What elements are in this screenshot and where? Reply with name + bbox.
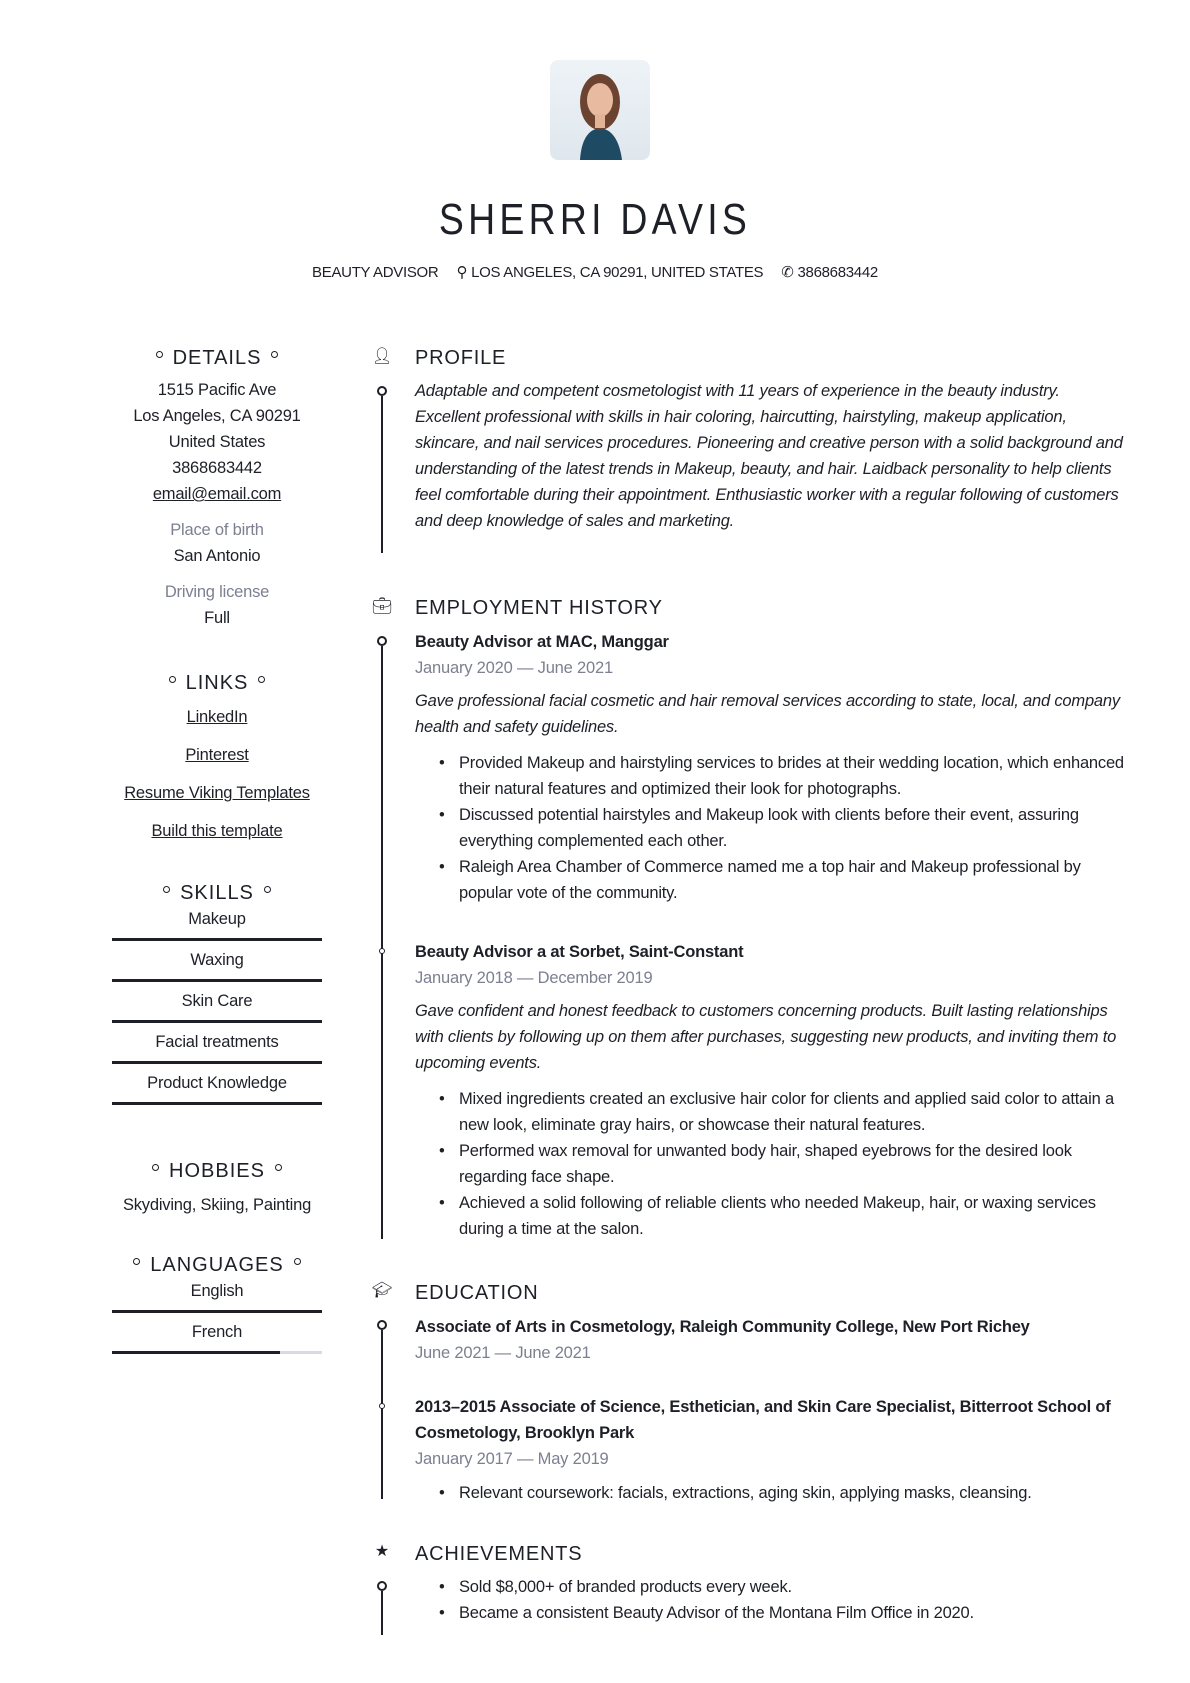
address-line-1: 1515 Pacific Ave — [157, 381, 277, 399]
profile-text: Adaptable and competent cosmetologist with 11 years of experience in the beauty industry. Excellent professional with skills in hair coloring, haircutting, hairstyling, makeup application, skincare, and nail services procedures. Pioneering and creative person with a solid background and understanding of the latest trends in Makeup, beauty, and hair. Laidback personality to help clients feel comfortable during their appointment. Enthusiastic worker with a regular following of customers and deep knowledge of sales and marketing. — [415, 382, 1123, 530]
languages-heading: LANGUAGES — [108, 1252, 326, 1278]
skill-item: Skin Care — [108, 988, 326, 1029]
profile-photo — [550, 60, 650, 160]
job-entry: Beauty Advisor a at Sorbet, Saint-Constant January 2018 — December 2019 Gave confident and honest feedback to customers concerning products. Built lasting relationships with clients by following up on them after purchases, suggesting new products, and inviting them to upcoming events. • Mixed ingredients created an exclusive hair color for clients and applied said color to attain a new look, eliminate gray hairs, or showcase their natural features. • Performed wax removal for unwanted body hair, shaped eyebrows for the desired look regarding face shape. • Achieved a solid following of reliable clients who needed Makeup, hair, or waxing services during a time at the salon. — [415, 939, 1127, 1242]
achievements-heading: ACHIEVEMENTS — [415, 1543, 583, 1565]
timeline-node — [377, 1581, 387, 1591]
links-section — [108, 670, 326, 844]
timeline-node — [379, 948, 385, 954]
license-label: Driving license — [164, 583, 270, 601]
details-phone: 3868683442 — [172, 459, 262, 477]
links-heading: LINKS — [108, 670, 326, 696]
education-entry: 2013–2015 Associate of Science, Esthetician, and Skin Care Specialist, Bitterroot School of Cosmetology, Brooklyn Park January 2017 — May 2019 • Relevant coursework: facials, extractions, aging skin, applying masks, cleansing. — [415, 1394, 1127, 1506]
timeline-node — [379, 1403, 385, 1409]
timeline-node — [377, 636, 387, 646]
language-item: English — [108, 1278, 326, 1319]
skill-item: Waxing — [108, 947, 326, 988]
language-item: French — [108, 1319, 326, 1360]
job-entry: Beauty Advisor at MAC, Manggar January 2020 — June 2021 Gave professional facial cosmetic and hair removal services according to state, local, and company health and safety guidelines. • Provided Makeup and hairstyling services to brides at their wedding location, which enhanced their natural features and optimized their look for photographs. • Discussed potential hairstyles and Makeup look with clients before their event, assuring everything complemented each other. • Raleigh Area Chamber of Commerce named me a top hair and Makeup professional by popular vote of the community. — [415, 629, 1127, 906]
languages-section — [108, 1252, 326, 1360]
phone-icon: ✆ — [781, 264, 794, 281]
graduation-cap-icon: 🎓︎ — [372, 1282, 393, 1299]
skill-item: Product Knowledge — [108, 1070, 326, 1111]
details-heading: DETAILS — [108, 345, 326, 371]
skills-section — [108, 880, 326, 1111]
location-pin-icon: ⚲ — [456, 264, 468, 281]
hobbies-section — [108, 1158, 326, 1218]
education-entry: Associate of Arts in Cosmetology, Raleigh Community College, New Port Richey June 2021 — June 2021 — [415, 1318, 1030, 1362]
location: ⚲ LOS ANGELES, CA 90291, UNITED STATES — [456, 264, 764, 281]
hobbies-text: Skydiving, Skiing, Painting — [122, 1196, 312, 1214]
link-pinterest[interactable]: Pinterest — [185, 746, 249, 764]
link-linkedin[interactable]: LinkedIn — [186, 708, 248, 726]
education-heading: EDUCATION — [415, 1282, 539, 1304]
timeline-node — [377, 1320, 387, 1330]
header-subtitle — [0, 263, 1190, 281]
candidate-name: SHERRI DAVIS — [438, 195, 752, 244]
address-line-2: Los Angeles, CA 90291 — [133, 407, 301, 425]
skills-heading: SKILLS — [108, 880, 326, 906]
skill-item: Makeup — [108, 906, 326, 947]
achievements-list: • Sold $8,000+ of branded products every week. • Became a consistent Beauty Advisor of the Montana Film Office in 2020. — [415, 1574, 1127, 1626]
timeline-line — [381, 1330, 383, 1499]
link-build-template[interactable]: Build this template — [151, 822, 283, 840]
profile-heading: PROFILE — [415, 347, 507, 369]
birth-label: Place of birth — [170, 521, 264, 539]
briefcase-icon: 💼︎ — [372, 598, 393, 615]
employment-heading: EMPLOYMENT HISTORY — [415, 597, 663, 619]
license-value: Full — [204, 609, 230, 627]
birth-place: San Antonio — [173, 547, 261, 565]
details-section — [108, 345, 326, 631]
person-icon: 👤︎ — [372, 348, 393, 365]
skill-item: Facial treatments — [108, 1029, 326, 1070]
job-title: BEAUTY ADVISOR — [312, 264, 439, 281]
hobbies-heading: HOBBIES — [108, 1158, 326, 1184]
country: United States — [168, 433, 266, 451]
timeline-line — [381, 1591, 383, 1635]
star-icon: ★ — [374, 1543, 390, 1560]
link-resume-viking-templates[interactable]: Resume Viking Templates — [124, 784, 310, 802]
phone: ✆ 3868683442 — [781, 264, 878, 281]
timeline-node — [377, 386, 387, 396]
email-link[interactable]: email@email.com — [152, 485, 282, 503]
timeline-line — [381, 396, 383, 553]
timeline-line — [381, 646, 383, 1239]
